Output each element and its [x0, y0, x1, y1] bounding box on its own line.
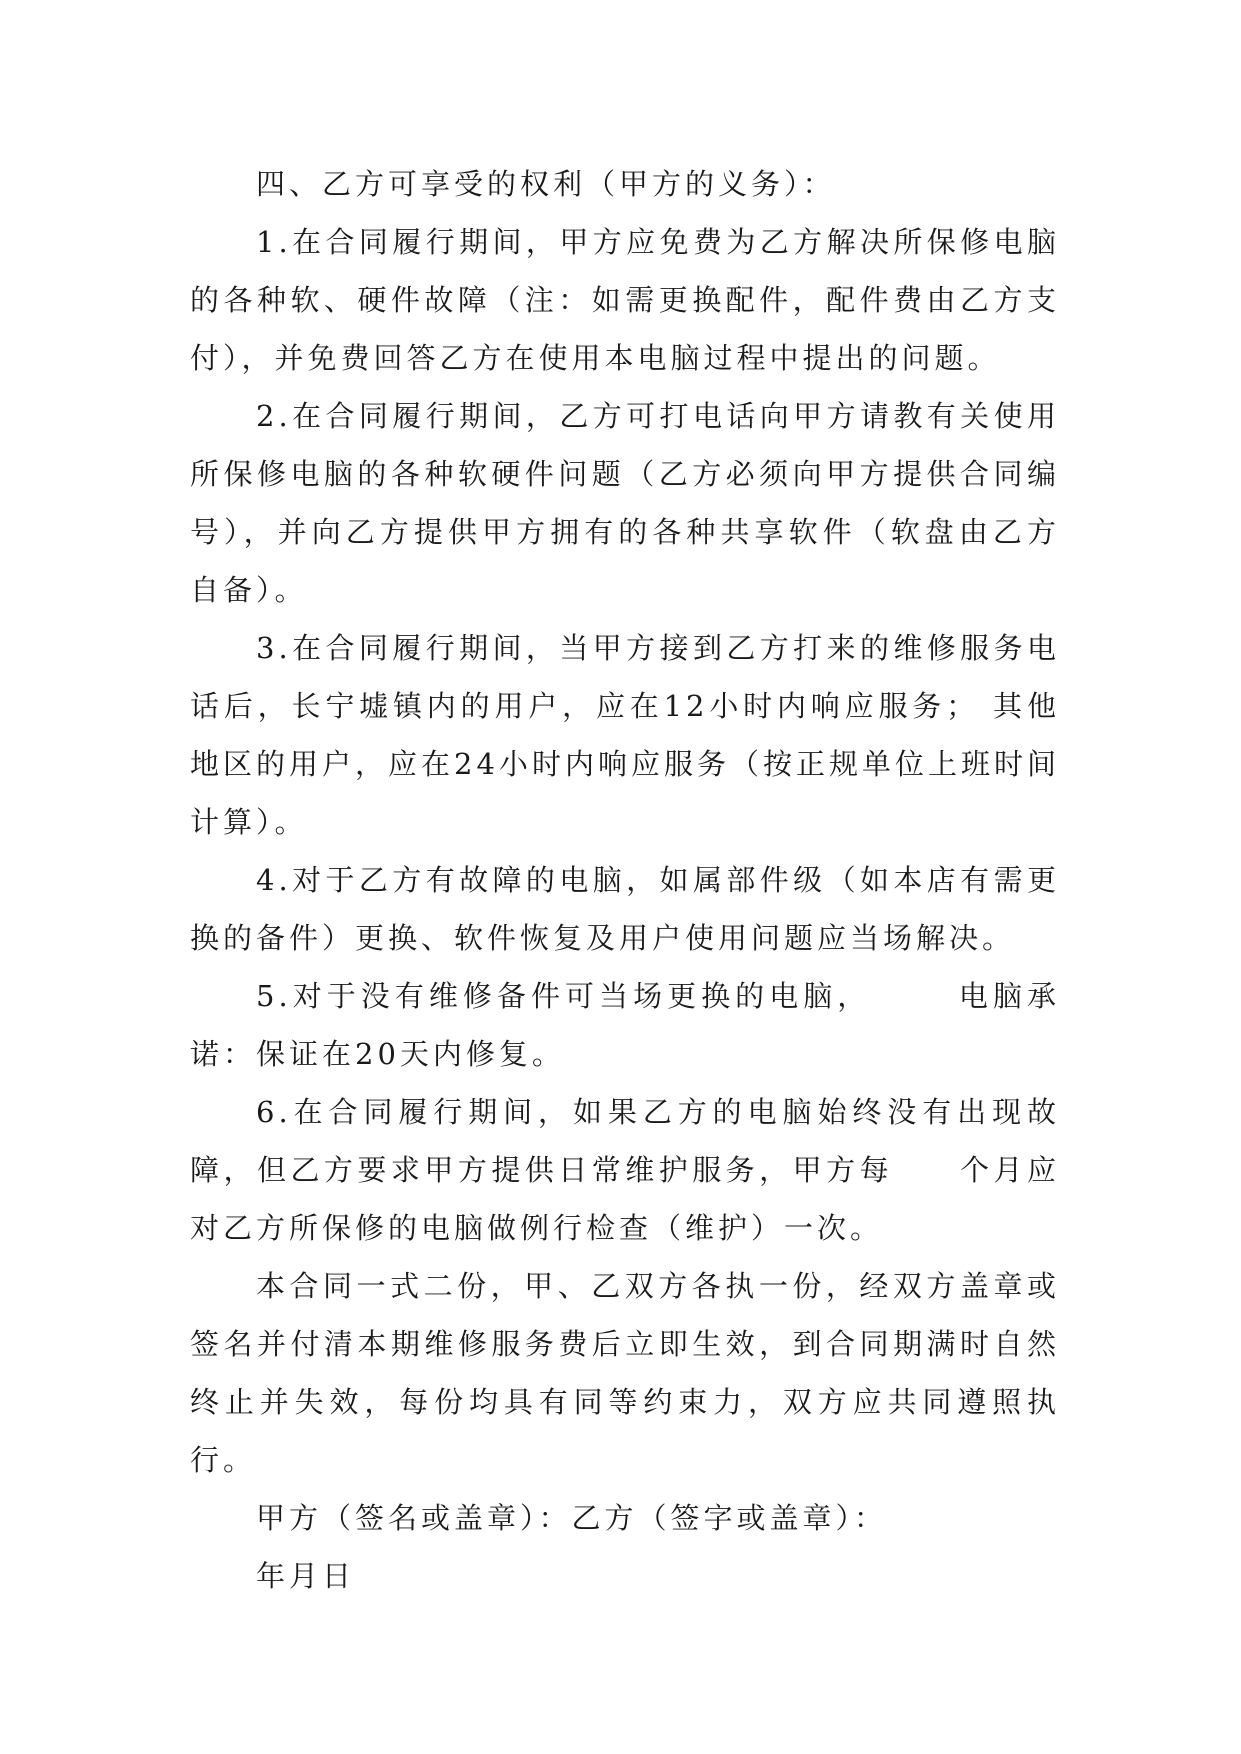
clause-2: 2.在合同履行期间，乙方可打电话向甲方请教有关使用所保修电脑的各种软硬件问题（乙方必须向甲方提供合同编号），并向乙方提供甲方拥有的各种共享软件（软盘由乙方自备）。	[190, 399, 1060, 607]
clause-1: 1.在合同履行期间，甲方应免费为乙方解决所保修电脑的各种软、硬件故障（注：如需更换配件，配件费由乙方支付），并免费回答乙方在使用本电脑过程中提出的问题。	[190, 225, 1060, 375]
closing-paragraph: 本合同一式二份，甲、乙双方各执一份，经双方盖章或签名并付清本期维修服务费后立即生效，到合同期满时自然终止并失效，每份均具有同等约束力，双方应共同遵照执行。	[190, 1269, 1060, 1477]
clause-4: 4.对于乙方有故障的电脑，如属部件级（如本店有需更换的备件）更换、软件恢复及用户使用问题应当场解决。	[190, 863, 1060, 955]
signature-line: 甲方（签名或盖章）：乙方（签字或盖章）：	[256, 1501, 888, 1535]
clause-6: 6.在合同履行期间，如果乙方的电脑始终没有出现故障，但乙方要求甲方提供日常维护服务，甲方每 个月应对乙方所保修的电脑做例行检查（维护）一次。	[190, 1095, 1060, 1245]
date-line: 年月日	[256, 1559, 356, 1593]
document-body	[190, 155, 1060, 1605]
section-heading: 四、乙方可享受的权利（甲方的义务）：	[256, 167, 836, 201]
clause-5: 5.对于没有维修备件可当场更换的电脑， 电脑承诺：保证在20天内修复。	[190, 979, 1060, 1071]
clause-3: 3.在合同履行期间，当甲方接到乙方打来的维修服务电话后，长宁墟镇内的用户，应在12小时内响应服务； 其他地区的用户，应在24小时内响应服务（按正规单位上班时间计算）。	[190, 631, 1060, 839]
